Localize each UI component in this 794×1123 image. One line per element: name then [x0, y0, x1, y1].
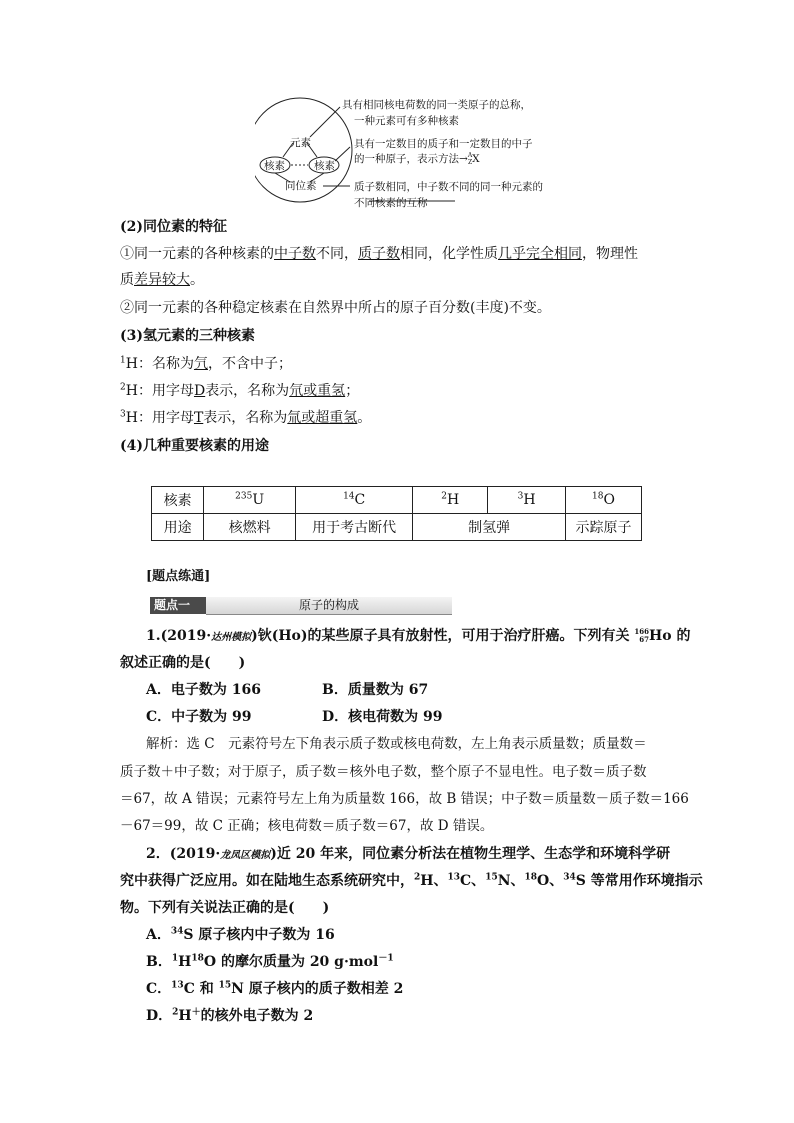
annotation-1a: 具有相同核电荷数的同一类原子的总称， — [342, 99, 531, 111]
table-cell: 示踪原子 — [565, 514, 641, 541]
q1-line1: 1.(2019·达州模拟)钬(Ho)的某些原子具有放射性，可用于治疗肝癌。下列有关 166 67Ho 的 — [146, 627, 691, 644]
q1-explanation-1: 解析：选 C 元素符号左下角表示质子数或核电荷数，左上角表示质量数；质量数＝ — [146, 736, 647, 752]
heading-s3: (3)氢元素的三种核素 — [120, 328, 255, 344]
q1-explanation-2: 质子数＋中子数；对于原子，质子数＝核外电子数，整个原子不显电性。电子数＝质子数 — [120, 764, 647, 780]
label-yuansu: 元素 — [290, 137, 311, 149]
label-hesu-right: 核素 — [314, 160, 335, 172]
table-cell: $^{18}$O — [565, 487, 641, 514]
banner-title: 原子的构成 — [206, 597, 452, 615]
hydrogen-2: $^2$H：用字母D表示，名称为氘或重氢； — [120, 382, 360, 399]
s2-para1-line2: 质差异较大。 — [120, 272, 204, 288]
q2-line2: 究中获得广泛应用。如在陆地生态系统研究中，$^2$H、$^{13}$C、$^{15}$N、$^{18}$O、$^{34}$S 等常用作环境指示 — [120, 872, 703, 889]
q2-line3: 物。下列有关说法正确的是( ) — [120, 900, 330, 916]
hydrogen-1: $^1$H：名称为氕，不含中子； — [120, 355, 292, 372]
annotation-3b: 不同核素的互称 — [354, 197, 428, 209]
practice-heading: [题点练通] — [146, 569, 211, 584]
q1-option-c: C．中子数为 99 — [146, 709, 252, 725]
q1-option-b: B．质量数为 67 — [322, 682, 429, 698]
heading-s4: (4)几种重要核素的用途 — [120, 438, 269, 454]
banner-tag: 题点一 — [150, 597, 206, 614]
s2-para2: ②同一元素的各种稳定核素在自然界中所占的原子百分数(丰度)不变。 — [120, 300, 551, 316]
q1-option-a: A．电子数为 166 — [146, 682, 261, 698]
q2-line1: 2．(2019·龙凤区模拟)近 20 年来，同位素分析法在植物生理学、生态学和环境科学研 — [146, 846, 671, 862]
annotation-3a: 质子数相同，中子数不同的同一种元素的 — [354, 181, 543, 193]
label-hesu-left: 核素 — [264, 160, 285, 172]
q2-option-a: A．$^{34}$S 原子核内中子数为 16 — [146, 926, 335, 943]
arrow-2 — [335, 147, 350, 161]
table-row — [152, 514, 642, 541]
arrow-1 — [310, 107, 340, 137]
q1-line2: 叙述正确的是( ) — [120, 655, 246, 671]
table-cell: 用途 — [152, 514, 204, 541]
table-cell: 用于考古断代 — [296, 514, 413, 541]
q2-option-b: B．$^1H^{18}O$ 的摩尔质量为 20 g·mol$^{-1}$ — [146, 953, 394, 970]
annotation-1b: 一种元素可有多种核素 — [354, 115, 459, 127]
q1-option-d: D．核电荷数为 99 — [322, 709, 443, 725]
table-cell: $^{235}$U — [204, 487, 296, 514]
table-cell: 制氢弹 — [413, 514, 566, 541]
heading-s2: (2)同位素的特征 — [120, 219, 227, 235]
table-cell: $^3$H — [488, 487, 566, 514]
table-cell: 核燃料 — [204, 514, 296, 541]
q1-explanation-3: ＝67，故 A 错误；元素符号左上角为质量数 166，故 B 错误；中子数＝质量数－质子数＝166 — [120, 791, 689, 807]
q1-explanation-4: －67＝99，故 C 正确；核电荷数＝质子数＝67，故 D 错误。 — [120, 818, 494, 834]
table-cell: $^2$H — [413, 487, 488, 514]
hydrogen-3: $^3$H：用字母T表示，名称为氚或超重氢。 — [120, 409, 372, 426]
label-tongweisu: 同位素 — [285, 180, 317, 192]
annotation-2a: 具有一定数目的质子和一定数目的中子 — [354, 138, 533, 150]
s2-para1-line1: ①同一元素的各种核素的中子数不同，质子数相同，化学性质几乎完全相同，物理性 — [120, 246, 638, 262]
topic-banner — [150, 596, 454, 616]
table-row — [152, 487, 642, 514]
table-cell: 核素 — [152, 487, 204, 514]
q2-option-d: D．$^2$H＋的核外电子数为 2 — [146, 1007, 314, 1024]
table-cell: $^{14}$C — [296, 487, 413, 514]
q2-option-c: C．$^{13}$C 和 $^{15}$N 原子核内的质子数相差 2 — [146, 980, 404, 997]
annotation-2b: 的一种原子，表示方法→A ZX — [354, 152, 480, 166]
nuclide-uses-table — [151, 486, 642, 541]
